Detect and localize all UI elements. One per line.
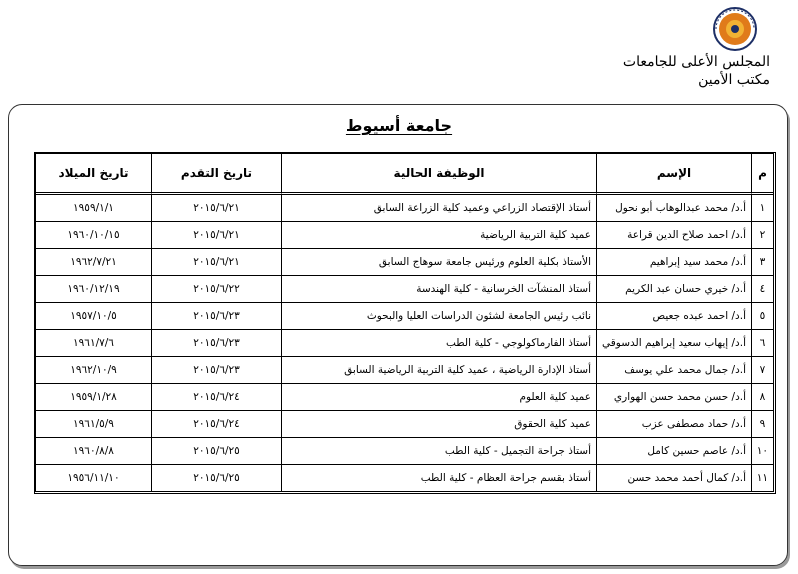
birth-date: ١٩٦٠/١٢/١٩ (36, 276, 151, 303)
birth-date: ١٩٦١/٥/٩ (36, 411, 151, 438)
table-row (36, 276, 773, 303)
row-number: ٢ (751, 222, 773, 249)
applied-date: ٢٠١٥/٦/٢٥ (151, 465, 281, 491)
applied-date: ٢٠١٥/٦/٢٣ (151, 330, 281, 357)
birth-date: ١٩٦٢/١٠/٩ (36, 357, 151, 384)
applied-date: ٢٠١٥/٦/٢١ (151, 195, 281, 222)
candidate-name: أ.د/ حماد مصطفى عزب (596, 411, 751, 438)
council-logo-icon (706, 6, 764, 52)
table-row (36, 330, 773, 357)
candidate-name: أ.د/ محمد سيد إبراهيم (596, 249, 751, 276)
table-row (36, 303, 773, 330)
birth-date: ١٩٥٩/١/١ (36, 195, 151, 222)
row-number: ١ (751, 195, 773, 222)
table-row (36, 249, 773, 276)
applied-date: ٢٠١٥/٦/٢٢ (151, 276, 281, 303)
table-row (36, 195, 773, 222)
candidate-position: عميد كلية الحقوق (281, 411, 596, 438)
row-number: ٦ (751, 330, 773, 357)
row-number: ٥ (751, 303, 773, 330)
candidate-position: الأستاذ بكلية العلوم ورئيس جامعة سوهاج السابق (281, 249, 596, 276)
table-row (36, 411, 773, 438)
birth-date: ١٩٦٢/٧/٢١ (36, 249, 151, 276)
candidate-name: أ.د/ كمال أحمد محمد حسن (596, 465, 751, 491)
university-title: جامعة أسيوط (345, 116, 453, 135)
candidate-name: أ.د/ خيري حسان عبد الكريم (596, 276, 751, 303)
candidate-position: أستاذ جراحة التجميل - كلية الطب (281, 438, 596, 465)
candidate-name: أ.د/ حسن محمد حسن الهواري (596, 384, 751, 411)
birth-date: ١٩٦١/٧/٦ (36, 330, 151, 357)
birth-date: ١٩٦٠/١٠/١٥ (36, 222, 151, 249)
office-name: مكتب الأمين (698, 72, 770, 88)
candidate-name: أ.د/ محمد عبدالوهاب أبو نحول (596, 195, 751, 222)
candidate-name: أ.د/ احمد صلاح الدين قراعة (596, 222, 751, 249)
candidate-position: أستاذ الإقتصاد الزراعي وعميد كلية الزراعة السابق (281, 195, 596, 222)
row-number: ١١ (751, 465, 773, 491)
row-number: ٩ (751, 411, 773, 438)
table-header-row (36, 154, 773, 195)
candidate-position: أستاذ الإدارة الرياضية ، عميد كلية التربية الرياضية السابق (281, 357, 596, 384)
birth-date: ١٩٥٩/١/٢٨ (36, 384, 151, 411)
applied-date: ٢٠١٥/٦/٢٣ (151, 357, 281, 384)
birth-date: ١٩٥٧/١٠/٥ (36, 303, 151, 330)
table-row (36, 357, 773, 384)
applied-date: ٢٠١٥/٦/٢١ (151, 249, 281, 276)
row-number: ١٠ (751, 438, 773, 465)
table-row (36, 384, 773, 411)
applied-date: ٢٠١٥/٦/٢٤ (151, 384, 281, 411)
table-row (36, 465, 773, 491)
applied-date: ٢٠١٥/٦/٢٤ (151, 411, 281, 438)
candidate-position: عميد كلية العلوم (281, 384, 596, 411)
birth-date: ١٩٦٠/٨/٨ (36, 438, 151, 465)
row-number: ٧ (751, 357, 773, 384)
table-row (36, 222, 773, 249)
row-number: ٣ (751, 249, 773, 276)
candidates-table (34, 152, 776, 494)
row-number: ٨ (751, 384, 773, 411)
table-row (36, 438, 773, 465)
header-position: الوظيفة الحالية (281, 154, 596, 195)
header-number: م (751, 154, 773, 195)
row-number: ٤ (751, 276, 773, 303)
candidate-name: أ.د/ عاصم حسين كامل (596, 438, 751, 465)
header-birth-date: تاريخ الميلاد (36, 154, 151, 195)
candidate-position: نائب رئيس الجامعة لشئون الدراسات العليا والبحوث (281, 303, 596, 330)
header-name: الإسم (596, 154, 751, 195)
page-title (0, 116, 798, 135)
candidate-position: أستاذ الفارماكولوجي - كلية الطب (281, 330, 596, 357)
applied-date: ٢٠١٥/٦/٢٣ (151, 303, 281, 330)
candidate-position: أستاذ بقسم جراحة العظام - كلية الطب (281, 465, 596, 491)
applied-date: ٢٠١٥/٦/٢٥ (151, 438, 281, 465)
header-applied-date: تاريخ التقدم (151, 154, 281, 195)
birth-date: ١٩٥٦/١١/١٠ (67, 472, 120, 484)
applied-date: ٢٠١٥/٦/٢١ (151, 222, 281, 249)
candidate-position: عميد كلية التربية الرياضية (281, 222, 596, 249)
organization-name: المجلس الأعلى للجامعات (622, 54, 770, 70)
candidate-name: أ.د/ احمد عبده جعيص (596, 303, 751, 330)
candidate-position: أستاذ المنشآت الخرسانية - كلية الهندسة (281, 276, 596, 303)
candidate-name: أ.د/ إيهاب سعيد إبراهيم الدسوقي (596, 330, 751, 357)
candidate-name: أ.د/ جمال محمد علي يوسف (596, 357, 751, 384)
